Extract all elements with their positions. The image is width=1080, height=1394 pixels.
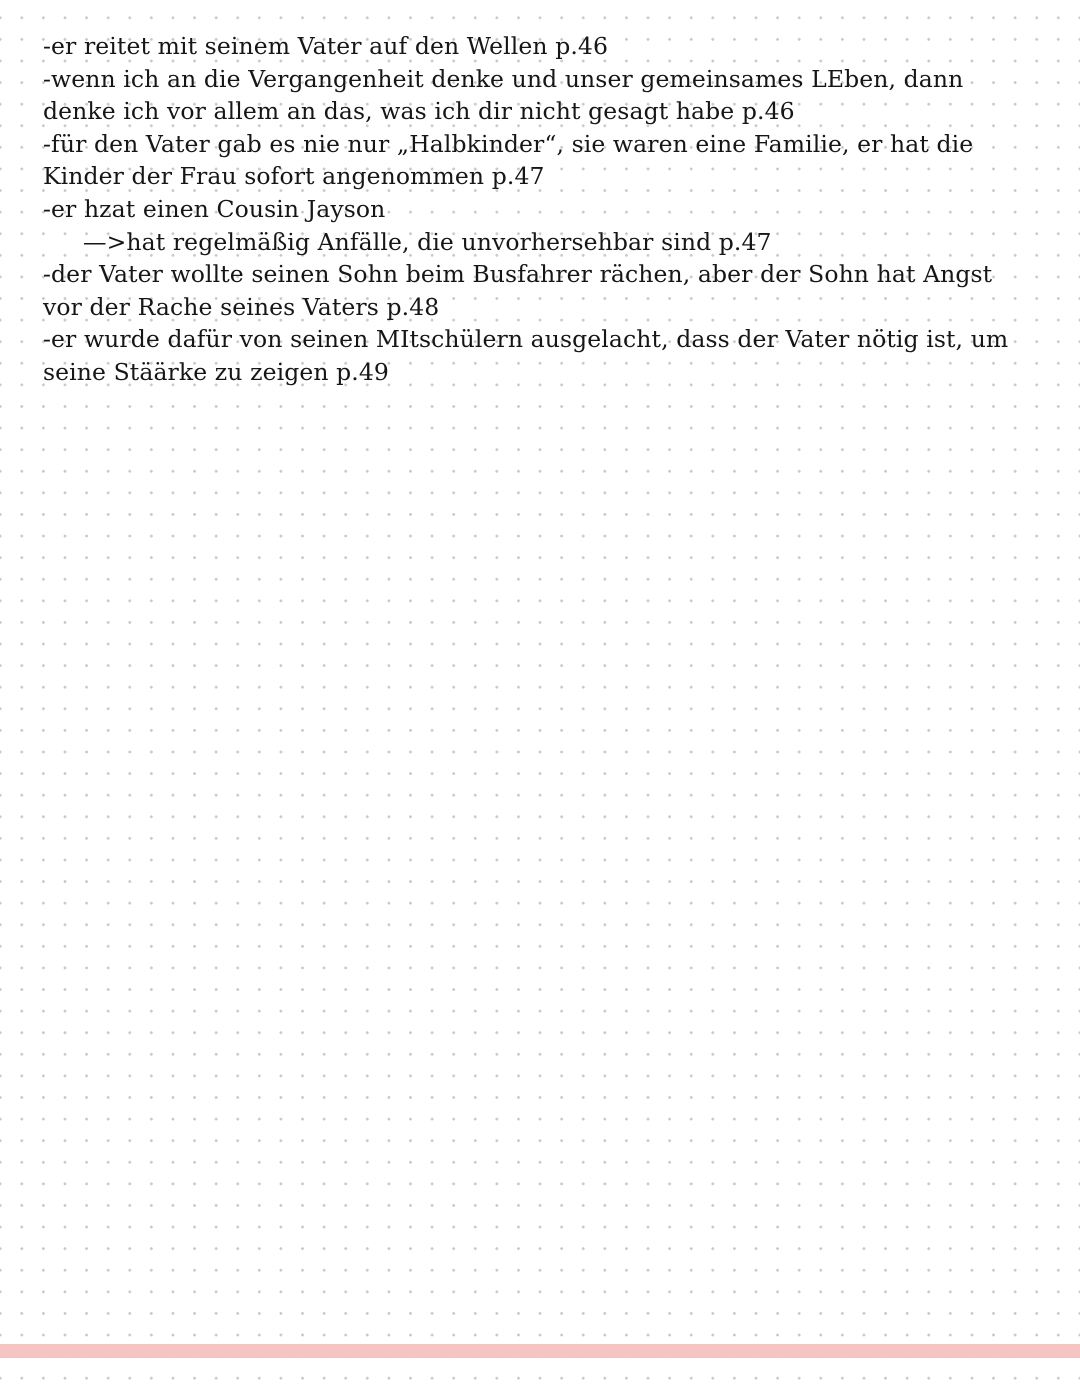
note-line: vor der Rache seines Vaters p.48 xyxy=(43,292,440,321)
note-line: -er wurde dafür von seinen MItschülern ausgelacht, dass der Vater nötig ist, um xyxy=(43,325,1009,354)
note-line: denke ich vor allem an das, was ich dir nicht gesagt habe p.46 xyxy=(43,97,795,126)
handwritten-notes xyxy=(43,30,1043,389)
note-line-indented: —>hat regelmäßig Anfälle, die unvorhersehbar sind p.47 xyxy=(83,227,772,256)
note-line: -der Vater wollte seinen Sohn beim Busfahrer rächen, aber der Sohn hat Angst xyxy=(43,260,993,289)
note-line: seine Stäärke zu zeigen p.49 xyxy=(43,357,389,386)
bottom-margin-stripe xyxy=(0,1344,1080,1358)
note-line: -er hzat einen Cousin Jayson xyxy=(43,194,386,223)
note-line: -wenn ich an die Vergangenheit denke und unser gemeinsames LEben, dann xyxy=(43,64,964,93)
note-line: -er reitet mit seinem Vater auf den Wellen p.46 xyxy=(43,32,609,60)
note-line: Kinder der Frau sofort angenommen p.47 xyxy=(43,162,545,191)
note-line: -für den Vater gab es nie nur „Halbkinder“, sie waren eine Familie, er hat die xyxy=(43,129,974,158)
